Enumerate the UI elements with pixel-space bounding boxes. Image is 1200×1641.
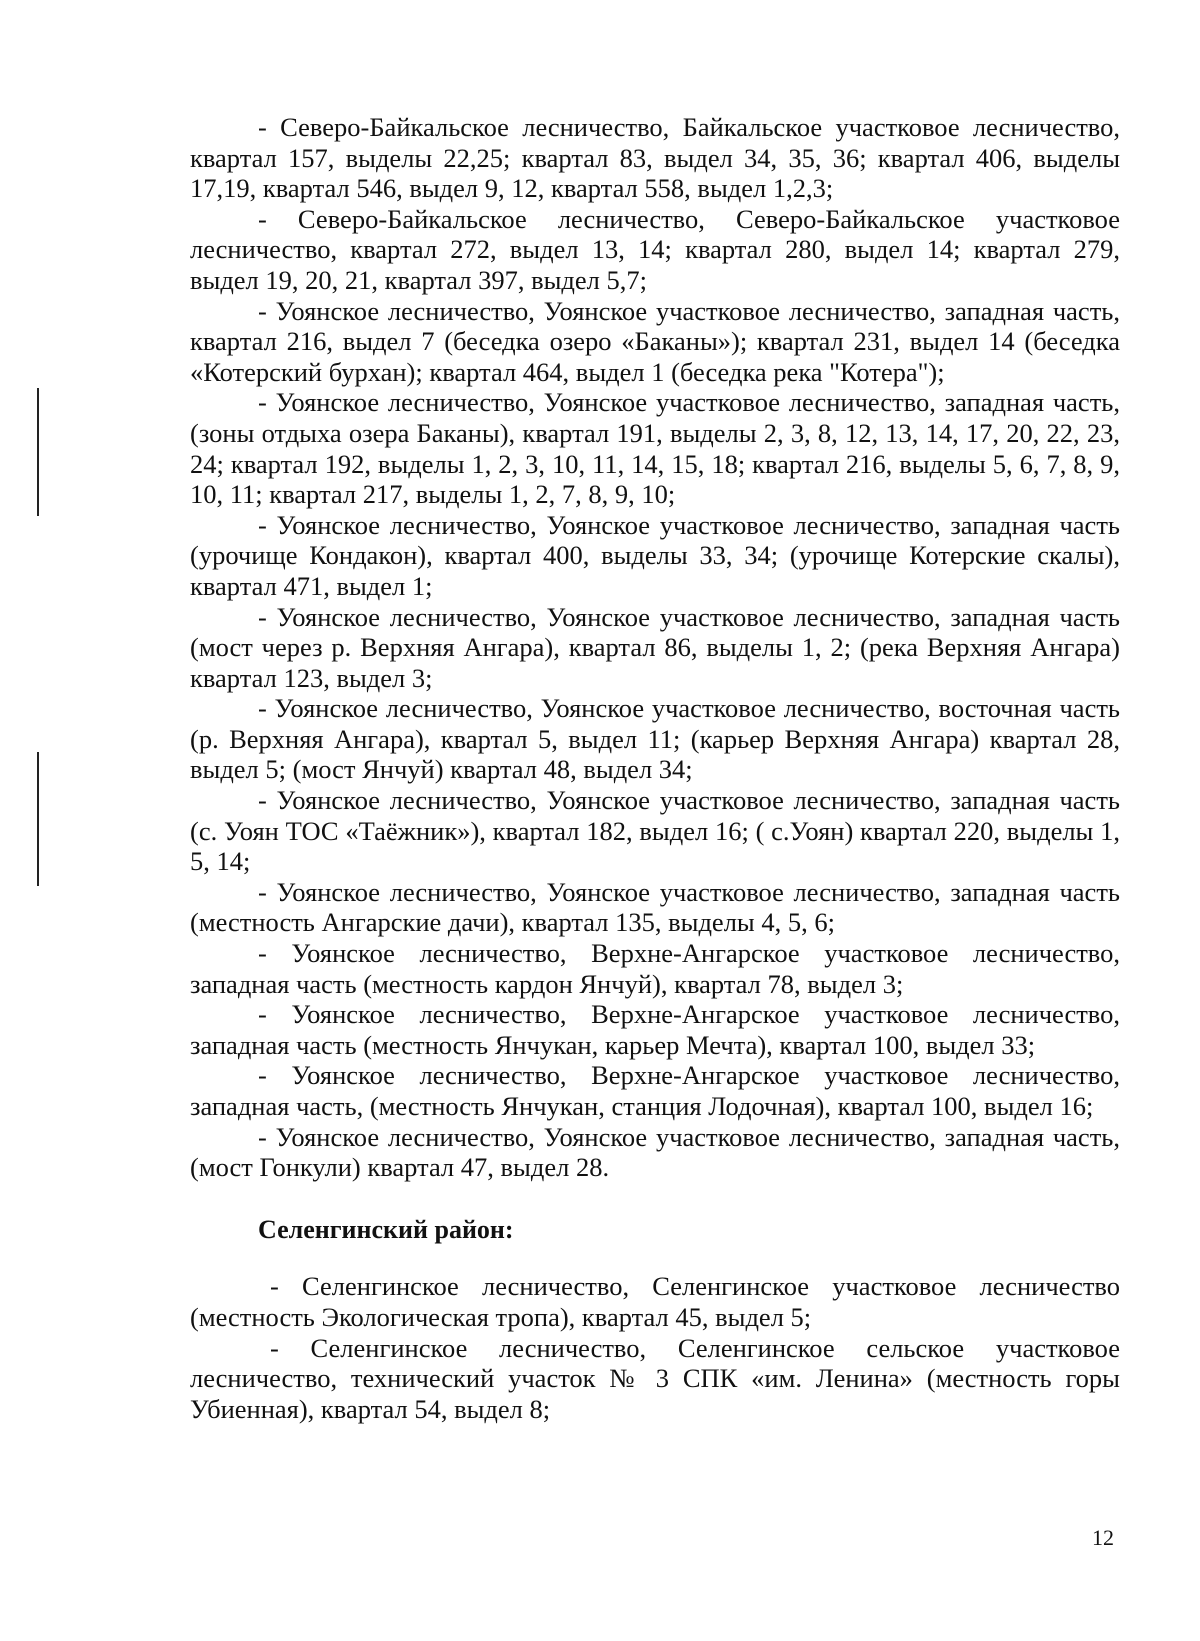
list-item: - Уоянское лесничество, Уоянское участковое лесничество, западная часть (местность Ангарские дачи), квартал 135, выделы 4, 5, 6; bbox=[190, 876, 1120, 938]
list-item: - Уоянское лесничество, Уоянское участковое лесничество, западная часть (урочище Кондакон), квартал 400, выделы 33, 34; (урочище Котерские скалы), квартал 471, выдел 1; bbox=[190, 509, 1120, 601]
section-heading: Селенгинский район: bbox=[258, 1214, 514, 1244]
list-item: - Уоянское лесничество, Уоянское участковое лесничество, западная часть (мост через р. Верхняя Ангара), квартал 86, выделы 1, 2; (река Верхняя Ангара) квартал 123, выдел 3; bbox=[190, 601, 1120, 693]
list-item: - Уоянское лесничество, Верхне-Ангарское участковое лесничество, западная часть (местность кардон Янчуй), квартал 78, выдел 3; bbox=[190, 938, 1120, 999]
list-item: - Селенгинское лесничество, Селенгинское сельское участковое лесничество, технический участок № 3 СПК «им. Ленина» (местность горы Убиенная), квартал 54, выдел 8; bbox=[190, 1332, 1120, 1424]
list-item: - Уоянское лесничество, Верхне-Ангарское участковое лесничество, западная часть (местность Янчукан, карьер Мечта), квартал 100, выдел 33; bbox=[190, 999, 1120, 1060]
list-item: - Северо-Байкальское лесничество, Северо-Байкальское участковое лесничество, квартал 272, выдел 13, 14; квартал 280, выдел 14; квартал 279, выдел 19, 20, 21, квартал 397, выдел 5,7; bbox=[190, 203, 1120, 295]
document-body bbox=[190, 112, 1120, 1424]
list-item: - Северо-Байкальское лесничество, Байкальское участковое лесничество, квартал 157, выделы 22,25; квартал 83, выдел 34, 35, 36; квартал 406, выделы 17,19, квартал 546, выдел 9, 12, квартал 558, выдел 1,2,3; bbox=[190, 112, 1120, 204]
list-item: - Селенгинское лесничество, Селенгинское участковое лесничество (местность Экологическая тропа), квартал 45, выдел 5; bbox=[190, 1271, 1120, 1332]
list-item: - Уоянское лесничество, Уоянское участковое лесничество, восточная часть (р. Верхняя Ангара), квартал 5, выдел 11; (карьер Верхняя Ангара) квартал 28, выдел 5; (мост Янчуй) квартал 48, выдел 34; bbox=[190, 693, 1120, 785]
list-item: - Уоянское лесничество, Уоянское участковое лесничество, западная часть, (мост Гонкули) квартал 47, выдел 28. bbox=[190, 1121, 1120, 1183]
list-item: - Уоянское лесничество, Уоянское участковое лесничество, западная часть (с. Уоян ТОС «Таёжник»), квартал 182, выдел 16; ( с.Уоян) квартал 220, выделы 1, 5, 14; bbox=[190, 785, 1120, 877]
margin-mark bbox=[37, 388, 39, 516]
margin-mark bbox=[37, 752, 39, 886]
list-item: - Уоянское лесничество, Уоянское участковое лесничество, западная часть, (зоны отдыха озера Баканы), квартал 191, выделы 2, 3, 8, 12, 13, 14, 17, 20, 22, 23, 24; квартал 192, выделы 1, 2, 3, 10, 11, 14, 15, 18; квартал 216, выделы 5, 6, 7, 8, 9, 10, 11; квартал 217, выделы 1, 2, 7, 8, 9, 10; bbox=[190, 387, 1120, 510]
page-number: 12 bbox=[1092, 1525, 1114, 1550]
list-item: - Уоянское лесничество, Уоянское участковое лесничество, западная часть, квартал 216, выдел 7 (беседка озеро «Баканы»); квартал 231, выдел 14 (беседка «Котерский бурхан); квартал 464, выдел 1 (беседка река "Котера"); bbox=[190, 295, 1120, 387]
list-item: - Уоянское лесничество, Верхне-Ангарское участковое лесничество, западная часть, (местность Янчукан, станция Лодочная), квартал 100, выдел 16; bbox=[190, 1060, 1120, 1121]
